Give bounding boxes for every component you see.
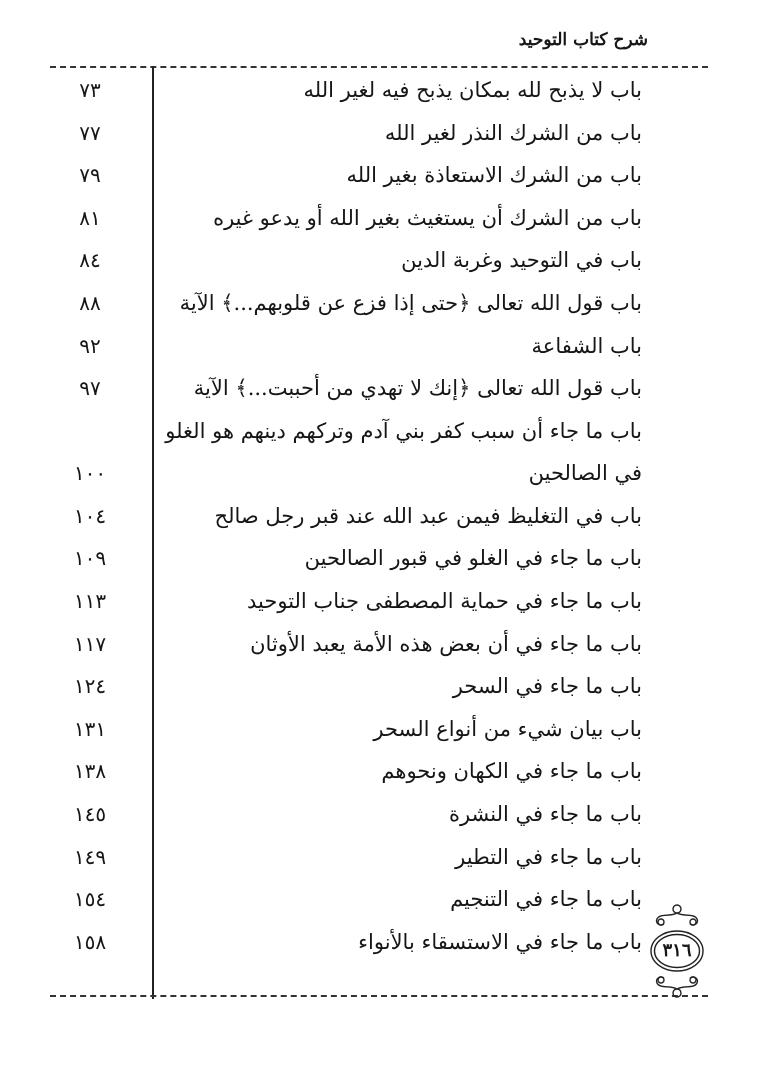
toc-entry-title: باب ما جاء في الغلو في قبور الصالحين [304, 546, 642, 571]
toc-entry-title: باب من الشرك الاستعاذة بغير الله [346, 163, 642, 188]
toc-entry-page: ١١٣ [73, 588, 107, 613]
toc-entry [50, 197, 642, 240]
toc-entry-title: باب ما جاء في الاستسقاء بالأنواء [358, 929, 642, 954]
toc-entry [50, 921, 642, 964]
toc-entry-page: ١٠٠ [73, 461, 107, 486]
toc-entry [50, 537, 642, 580]
toc-entry [50, 836, 642, 879]
toc-entry-page: ١٥٤ [73, 887, 107, 912]
toc-entry [50, 495, 642, 538]
toc-entry-title: باب من الشرك أن يستغيث بغير الله أو يدعو غيره [213, 205, 642, 230]
toc-entry-page: ٩٢ [79, 333, 101, 358]
header-divider [50, 66, 708, 68]
running-header: شرح كتاب التوحيد [518, 30, 648, 50]
toc-entry-page: ٧٩ [79, 163, 101, 188]
footer-divider [50, 995, 708, 997]
toc-entry-title: باب ما جاء أن سبب كفر بني آدم وتركهم دينهم هو الغلو في الصالحين [165, 418, 642, 486]
page-number-badge [648, 903, 706, 999]
toc-entry-page: ٨٨ [79, 290, 101, 315]
toc-entry-title: باب بيان شيء من أنواع السحر [373, 716, 642, 741]
toc-entry-title: باب قول الله تعالى ﴿إنك لا تهدي من أحببت...﴾ الآية [193, 376, 642, 401]
toc-entry-page: ١٥٨ [73, 929, 107, 954]
toc-entry [50, 793, 642, 836]
toc-entry-title: باب قول الله تعالى ﴿حتى إذا فزع عن قلوبهم...﴾ الآية [179, 290, 642, 315]
toc-entry-title: باب ما جاء في السحر [452, 674, 642, 699]
toc-entry-title: باب ما جاء في الكهان ونحوهم [381, 759, 642, 784]
toc-entry-page: ١٢٤ [73, 674, 107, 699]
toc-entry-title: باب من الشرك النذر لغير الله [384, 120, 642, 145]
toc-entry [50, 665, 642, 708]
toc-entry-title: باب لا يذبح لله بمكان يذبح فيه لغير الله [303, 78, 642, 102]
toc-entry-title: باب في التوحيد وغربة الدين [401, 248, 642, 273]
toc-entry [50, 623, 642, 666]
toc-entry-title: باب ما جاء في حماية المصطفى جناب التوحيد [247, 588, 642, 613]
toc-entry [50, 112, 642, 155]
toc-entry-page: ٧٣ [79, 78, 101, 102]
toc-entry-page: ٩٧ [79, 376, 101, 401]
toc-entry [50, 708, 642, 751]
toc-entry-page: ٧٧ [79, 120, 101, 145]
toc-entry-title: باب ما جاء في أن بعض هذه الأمة يعبد الأوثان [250, 631, 642, 656]
toc-entry [50, 410, 642, 495]
toc-entry [50, 580, 642, 623]
toc-entry-page: ١١٧ [73, 631, 107, 656]
toc-entry-page: ١٣١ [73, 716, 107, 741]
toc-entry-page: ٨١ [79, 205, 101, 230]
toc-entry [50, 239, 642, 282]
toc-entry [50, 878, 642, 921]
toc-entry-title: باب ما جاء في التنجيم [450, 887, 642, 912]
toc-entry-page: ٨٤ [79, 248, 101, 273]
table-of-contents [50, 69, 642, 963]
toc-entry [50, 69, 642, 112]
toc-entry-page: ١٠٤ [73, 503, 107, 528]
page-number: ٣١٦ [662, 940, 692, 961]
toc-entry-title: باب الشفاعة [531, 333, 642, 358]
toc-entry-title: باب في التغليظ فيمن عبد الله عند قبر رجل صالح [214, 503, 642, 528]
toc-entry-title: باب ما جاء في التطير [455, 844, 642, 869]
toc-entry-title: باب ما جاء في النشرة [448, 801, 642, 826]
toc-entry [50, 325, 642, 368]
toc-entry [50, 750, 642, 793]
toc-entry [50, 282, 642, 325]
toc-entry-page: ١٠٩ [73, 546, 107, 571]
toc-entry-page: ١٣٨ [73, 759, 107, 784]
toc-entry-page: ١٤٥ [73, 801, 107, 826]
toc-entry-page: ١٤٩ [73, 844, 107, 869]
toc-entry [50, 154, 642, 197]
toc-entry [50, 367, 642, 410]
